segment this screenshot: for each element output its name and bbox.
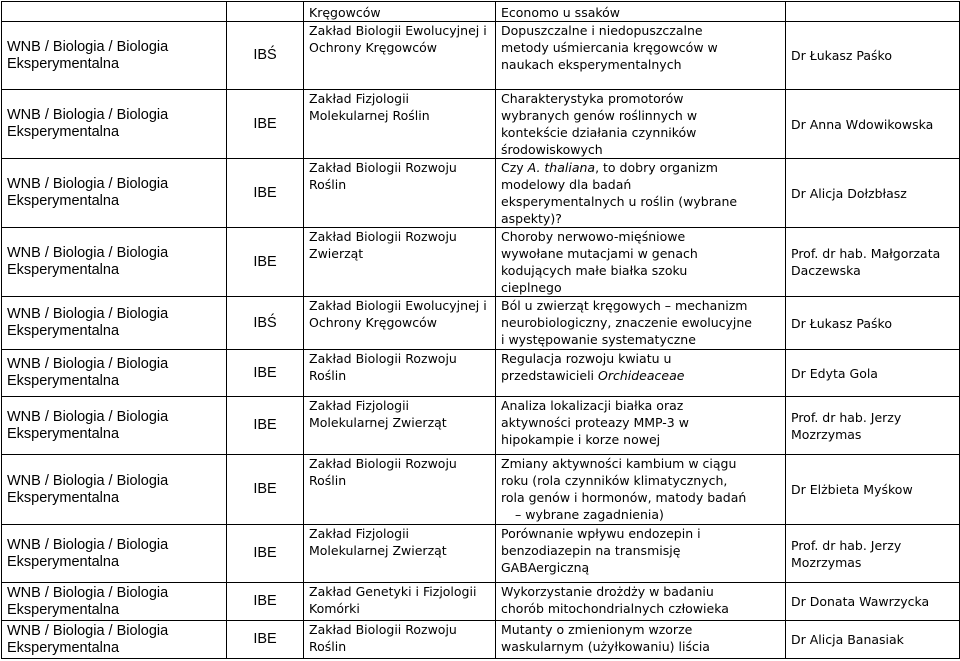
topic-line: wybranych genów roślinnych w (501, 108, 698, 123)
topic-cell (496, 525, 786, 583)
topic-line: GABAergiczną (501, 560, 590, 575)
supervisor-cell: Dr Elżbieta Myśkow (786, 455, 960, 525)
institute-cell: IBE (227, 228, 304, 297)
supervisor-cell: Prof. dr hab. Jerzy Mozrzymas (786, 525, 960, 583)
topic-line: Zmiany aktywności kambium w ciągu (501, 456, 737, 471)
topic-line: Mutanty o zmienionym wzorze (501, 622, 693, 637)
institute-cell: IBE (227, 350, 304, 397)
topic-line: eksperymentalnych u roślin (wybrane (501, 194, 738, 209)
supervisor-cell: Dr Łukasz Paśko (786, 297, 960, 350)
topic-line: – wybrane zagadnienia) (515, 507, 664, 522)
topic-line: Dopuszczalne i niedopuszczalne (501, 23, 703, 38)
institute-cell: IBE (227, 621, 304, 659)
department-cell: Zakład Biologii Ewolucyjnej i Ochrony Kręgowców (304, 22, 496, 90)
unit-cell: WNB / Biologia / Biologia Eksperymentalna (2, 228, 227, 297)
supervisor-cell: Dr Alicja Banasiak (786, 621, 960, 659)
supervisor-cell: Dr Edyta Gola (786, 350, 960, 397)
topic-line: Ból u zwierząt kręgowych – mechanizm (501, 298, 748, 313)
institute-cell: IBE (227, 525, 304, 583)
topic-line: i występowanie systematyczne (501, 332, 696, 347)
department-cell: Zakład Biologii Rozwoju Zwierząt (304, 228, 496, 297)
topic-line: neurobiologiczny, znaczenie ewolucyjne (501, 315, 752, 330)
topic-cell (496, 297, 786, 350)
department-cell: Zakład Fizjologii Molekularnej Zwierząt (304, 397, 496, 455)
thesis-topics-table (1, 1, 960, 659)
topic-line: cieplnego (501, 280, 562, 295)
institute-cell: IBE (227, 583, 304, 621)
unit-cell: WNB / Biologia / Biologia Eksperymentalna (2, 455, 227, 525)
unit-cell: WNB / Biologia / Biologia Eksperymentalna (2, 621, 227, 659)
topic-line: waskularnym (użyłkowaniu) liścia (501, 639, 710, 654)
table-row (2, 621, 960, 659)
department-cell: Zakład Fizjologii Molekularnej Zwierząt (304, 525, 496, 583)
topic-cell (496, 350, 786, 397)
unit-cell: WNB / Biologia / Biologia Eksperymentalna (2, 22, 227, 90)
department-cell: Zakład Biologii Rozwoju Roślin (304, 455, 496, 525)
topic-line: benzodiazepin na transmisję (501, 543, 681, 558)
topic-line: Wykorzystanie drożdży w badaniu (501, 584, 714, 599)
topic-line: kodujących małe białka szoku (501, 263, 688, 278)
italic-term: A. thaliana (527, 160, 596, 175)
topic-line: przedstawicieli Orchideaceae (501, 368, 685, 383)
unit-cell: WNB / Biologia / Biologia Eksperymentalna (2, 397, 227, 455)
topic-line: rola genów i hormonów, matody badań (501, 490, 747, 505)
institute-cell: IBE (227, 159, 304, 228)
topic-line: naukach eksperymentalnych (501, 57, 682, 72)
unit-cell: WNB / Biologia / Biologia Eksperymentalna (2, 90, 227, 159)
topic-line: hipokampie i korze nowej (501, 432, 661, 447)
table-row (2, 583, 960, 621)
topic-cell (496, 22, 786, 90)
topic-line: kontekście działania czynników (501, 125, 697, 140)
table-row (2, 228, 960, 297)
unit-cell (2, 2, 227, 22)
institute-cell (227, 2, 304, 22)
unit-cell: WNB / Biologia / Biologia Eksperymentalna (2, 297, 227, 350)
supervisor-cell (786, 2, 960, 22)
topic-cell (496, 583, 786, 621)
institute-cell: IBE (227, 90, 304, 159)
unit-cell: WNB / Biologia / Biologia Eksperymentalna (2, 583, 227, 621)
topic-line: Analiza lokalizacji białka oraz (501, 398, 684, 413)
table-row (2, 525, 960, 583)
table-row (2, 397, 960, 455)
topic-cell (496, 397, 786, 455)
topic-line: Porównanie wpływu endozepin i (501, 526, 701, 541)
department-cell: Zakład Biologii Ewolucyjnej i Ochrony Kręgowców (304, 297, 496, 350)
topic-line: aspekty)? (501, 211, 562, 226)
topic-line: wywołane mutacjami w genach (501, 246, 698, 261)
institute-cell: IBŚ (227, 22, 304, 90)
institute-cell: IBE (227, 397, 304, 455)
topic-line: modelowy dla badań (501, 177, 632, 192)
supervisor-cell: Dr Donata Wawrzycka (786, 583, 960, 621)
unit-cell: WNB / Biologia / Biologia Eksperymentalna (2, 159, 227, 228)
institute-cell: IBŚ (227, 297, 304, 350)
topic-line: środowiskowych (501, 142, 603, 157)
topic-line: Charakterystyka promotorów (501, 91, 684, 106)
table-row (2, 350, 960, 397)
table-row (2, 297, 960, 350)
supervisor-cell: Dr Łukasz Paśko (786, 22, 960, 90)
department-cell: Zakład Biologii Rozwoju Roślin (304, 159, 496, 228)
table-row-fragment (2, 2, 960, 22)
table-row (2, 159, 960, 228)
topic-cell: Economo u ssaków (496, 2, 786, 22)
supervisor-cell: Dr Anna Wdowikowska (786, 90, 960, 159)
topic-line: Czy A. thaliana, to dobry organizm (501, 160, 718, 175)
table-row (2, 90, 960, 159)
table-row (2, 22, 960, 90)
topic-line: roku (rola czynników klimatycznych, (501, 473, 728, 488)
topic-cell (496, 228, 786, 297)
topic-line: Choroby nerwowo-mięśniowe (501, 229, 686, 244)
topic-line: Regulacja rozwoju kwiatu u (501, 351, 672, 366)
topic-cell (496, 90, 786, 159)
unit-cell: WNB / Biologia / Biologia Eksperymentalna (2, 525, 227, 583)
supervisor-cell: Prof. dr hab. Jerzy Mozrzymas (786, 397, 960, 455)
table-body (2, 2, 960, 659)
institute-cell: IBE (227, 455, 304, 525)
department-cell: Zakład Biologii Rozwoju Roślin (304, 350, 496, 397)
supervisor-cell: Prof. dr hab. Małgorzata Daczewska (786, 228, 960, 297)
italic-term: Orchideaceae (598, 368, 685, 383)
topic-cell (496, 455, 786, 525)
topic-line: chorób mitochondrialnych człowieka (501, 601, 729, 616)
department-cell: Kręgowców (304, 2, 496, 22)
topic-line: aktywności proteazy MMP-3 w (501, 415, 689, 430)
supervisor-cell: Dr Alicja Dołzbłasz (786, 159, 960, 228)
table-row (2, 455, 960, 525)
topic-cell (496, 159, 786, 228)
department-cell: Zakład Fizjologii Molekularnej Roślin (304, 90, 496, 159)
topic-cell (496, 621, 786, 659)
department-cell: Zakład Genetyki i Fizjologii Komórki (304, 583, 496, 621)
unit-cell: WNB / Biologia / Biologia Eksperymentalna (2, 350, 227, 397)
department-cell: Zakład Biologii Rozwoju Roślin (304, 621, 496, 659)
topic-line: metody uśmiercania kręgowców w (501, 40, 718, 55)
